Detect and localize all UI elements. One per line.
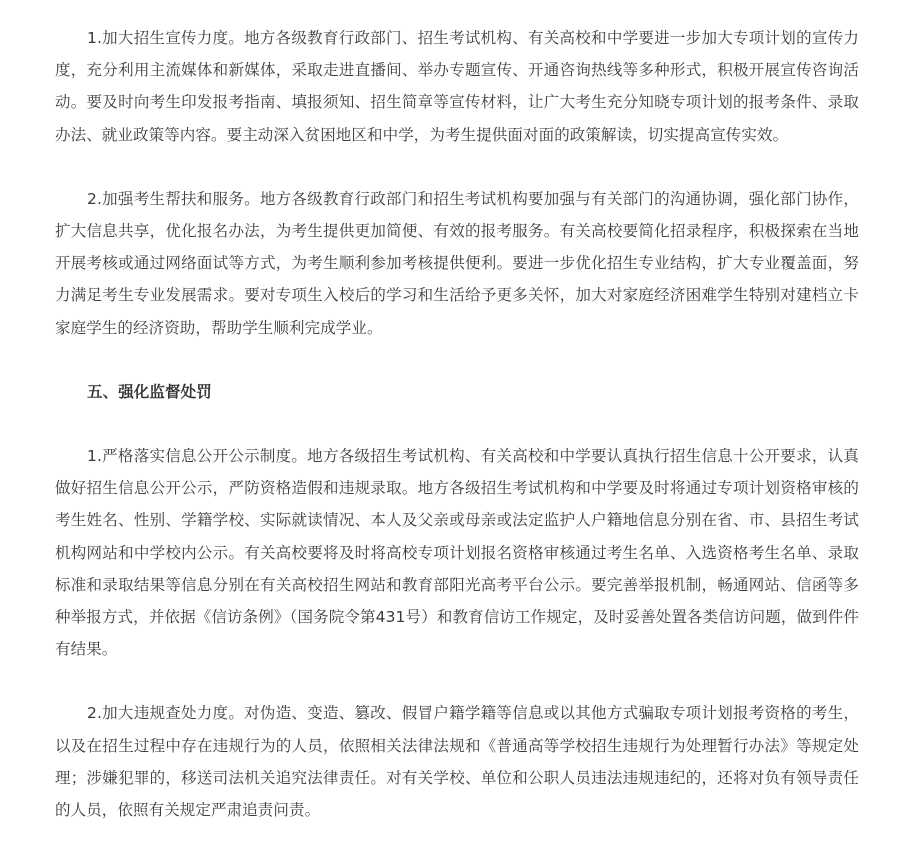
paragraph-applicant-support: 2.加强考生帮扶和服务。地方各级教育行政部门和招生考试机构要加强与有关部门的沟通协调，强化部门协作，扩大信息共享，优化报名办法，为考生提供更加简便、有效的报考服务。有关高校要简化招录程序，积极探索在当地开展考核或通过网络面试等方式，为考生顺利参加考核提供便利。要进一步优化招生专业结构，扩大专业覆盖面，努力满足考生专业发展需求。要对专项生入校后的学习和生活给予更多关怀，加大对家庭经济困难学生特别对建档立卡家庭学生的经济资助，帮助学生顺利完成学业。 bbox=[55, 189, 859, 337]
paragraph-recruitment-publicity: 1.加大招生宣传力度。地方各级教育行政部门、招生考试机构、有关高校和中学要进一步加大专项计划的宣传力度，充分利用主流媒体和新媒体，采取走进直播间、举办专题宣传、开通咨询热线等多种形式，积极开展宣传咨询活动。要及时向考生印发报考指南、填报须知、招生简章等宣传材料，让广大考生充分知晓专项计划的报考条件、录取办法、就业政策等内容。要主动深入贫困地区和中学，为考生提供面对面的政策解读，切实提高宣传实效。 bbox=[55, 29, 859, 144]
paragraph-spacer bbox=[55, 151, 859, 183]
section-heading: 五、强化监督处罚 bbox=[87, 382, 212, 401]
paragraph-violation-investigation: 2.加大违规查处力度。对伪造、变造、篡改、假冒户籍学籍等信息或以其他方式骗取专项计划报考资格的考生，以及在招生过程中存在违规行为的人员，依照相关法律法规和《普通高等学校招生违规行为处理暂行办法》等规定处理；涉嫌犯罪的，移送司法机关追究法律责任。对有关学校、单位和公职人员违法违规违纪的，还将对负有领导责任的人员，依照有关规定严肃追责问责。 bbox=[55, 704, 859, 820]
article-body bbox=[55, 22, 859, 826]
paragraph-spacer bbox=[55, 408, 859, 440]
paragraph-spacer bbox=[55, 344, 859, 376]
paragraph-spacer bbox=[55, 665, 859, 697]
paragraph-information-disclosure: 1.严格落实信息公开公示制度。地方各级招生考试机构、有关高校和中学要认真执行招生信息十公开要求，认真做好招生信息公开公示，严防资格造假和违规录取。地方各级招生考试机构和中学要及时将通过专项计划资格审核的考生姓名、性别、学籍学校、实际就读情况、本人及父亲或母亲或法定监护人户籍地信息分别在省、市、县招生考试机构网站和中学校内公示。有关高校要将及时将高校专项计划报名资格审核通过考生名单、入选资格考生名单、录取标准和录取结果等信息分别在有关高校招生网站和教育部阳光高考平台公示。要完善举报机制，畅通网站、信函等多种举报方式，并依据《信访条例》（国务院令第431号）和教育信访工作规定，及时妥善处置各类信访问题，做到件件有结果。 bbox=[55, 447, 859, 659]
